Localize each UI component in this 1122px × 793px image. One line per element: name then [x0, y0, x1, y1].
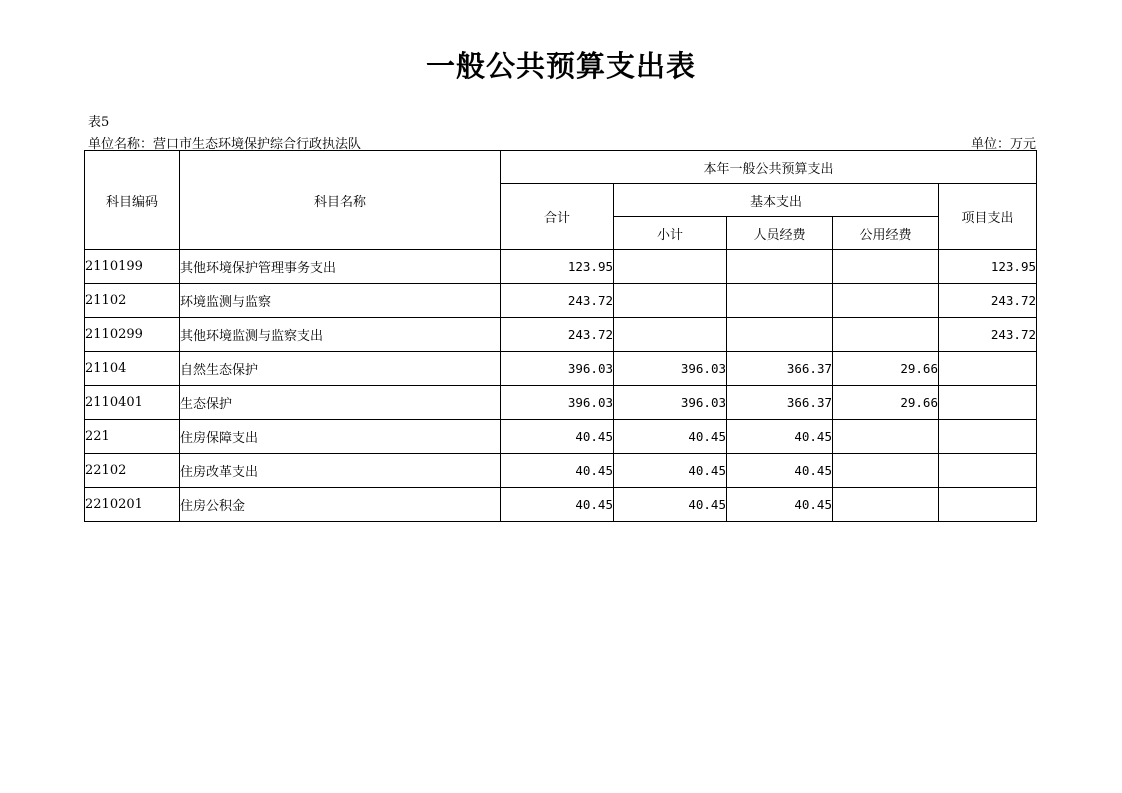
- page-title: 一般公共预算支出表: [425, 49, 696, 83]
- row-subtotal: 40.45: [614, 488, 727, 522]
- row-project: 123.95: [939, 250, 1037, 284]
- unit-name: 单位名称：营口市生态环境保护综合行政执法队: [88, 137, 362, 152]
- table-row: [85, 318, 1037, 352]
- header-name: 科目名称: [180, 151, 501, 250]
- row-personnel: 366.37: [727, 386, 833, 420]
- row-personnel: [727, 250, 833, 284]
- row-total: 396.03: [501, 386, 614, 420]
- row-name: 住房保障支出: [180, 420, 501, 454]
- row-name: 其他环境监测与监察支出: [180, 318, 501, 352]
- header-personnel: 人员经费: [727, 217, 833, 250]
- row-name: 生态保护: [180, 386, 501, 420]
- row-public: [833, 284, 939, 318]
- row-subtotal: [614, 250, 727, 284]
- row-personnel: [727, 318, 833, 352]
- table-row: [85, 250, 1037, 284]
- row-total: 243.72: [501, 318, 614, 352]
- row-project: 243.72: [939, 284, 1037, 318]
- row-personnel: 40.45: [727, 488, 833, 522]
- row-code: 21104: [85, 352, 180, 386]
- table-row: [85, 488, 1037, 522]
- row-total: 123.95: [501, 250, 614, 284]
- header-public: 公用经费: [833, 217, 939, 250]
- row-code: 2110401: [85, 386, 180, 420]
- row-project: [939, 352, 1037, 386]
- table-row: [85, 386, 1037, 420]
- row-total: 40.45: [501, 488, 614, 522]
- table-row: [85, 420, 1037, 454]
- row-name: 自然生态保护: [180, 352, 501, 386]
- header-code: 科目编码: [85, 151, 180, 250]
- row-name: 住房改革支出: [180, 454, 501, 488]
- header-project: 项目支出: [939, 184, 1037, 250]
- row-public: [833, 318, 939, 352]
- row-code: 22102: [85, 454, 180, 488]
- row-subtotal: 40.45: [614, 454, 727, 488]
- row-total: 243.72: [501, 284, 614, 318]
- row-personnel: [727, 284, 833, 318]
- header-subtotal: 小计: [614, 217, 727, 250]
- header-basic: 基本支出: [614, 184, 939, 217]
- row-name: 其他环境保护管理事务支出: [180, 250, 501, 284]
- row-public: [833, 488, 939, 522]
- budget-expenditure-table: [84, 150, 1037, 522]
- row-subtotal: [614, 284, 727, 318]
- row-personnel: 40.45: [727, 420, 833, 454]
- row-name: 环境监测与监察: [180, 284, 501, 318]
- row-name: 住房公积金: [180, 488, 501, 522]
- row-personnel: 40.45: [727, 454, 833, 488]
- row-total: 40.45: [501, 420, 614, 454]
- row-total: 396.03: [501, 352, 614, 386]
- row-subtotal: 396.03: [614, 386, 727, 420]
- row-public: [833, 420, 939, 454]
- row-subtotal: [614, 318, 727, 352]
- row-subtotal: 396.03: [614, 352, 727, 386]
- row-total: 40.45: [501, 454, 614, 488]
- row-project: [939, 454, 1037, 488]
- row-public: [833, 454, 939, 488]
- row-personnel: 366.37: [727, 352, 833, 386]
- currency-unit: 单位：万元: [970, 137, 1036, 152]
- row-code: 221: [85, 420, 180, 454]
- row-public: 29.66: [833, 386, 939, 420]
- row-project: 243.72: [939, 318, 1037, 352]
- row-public: 29.66: [833, 352, 939, 386]
- row-code: 2110199: [85, 250, 180, 284]
- row-code: 21102: [85, 284, 180, 318]
- table-row: [85, 284, 1037, 318]
- table-row: [85, 454, 1037, 488]
- row-project: [939, 386, 1037, 420]
- row-code: 2110299: [85, 318, 180, 352]
- row-project: [939, 420, 1037, 454]
- row-code: 2210201: [85, 488, 180, 522]
- table-row: [85, 352, 1037, 386]
- row-project: [939, 488, 1037, 522]
- header-current-year: 本年一般公共预算支出: [501, 151, 1037, 184]
- table-number: 表5: [88, 115, 110, 130]
- row-public: [833, 250, 939, 284]
- header-total: 合计: [501, 184, 614, 250]
- row-subtotal: 40.45: [614, 420, 727, 454]
